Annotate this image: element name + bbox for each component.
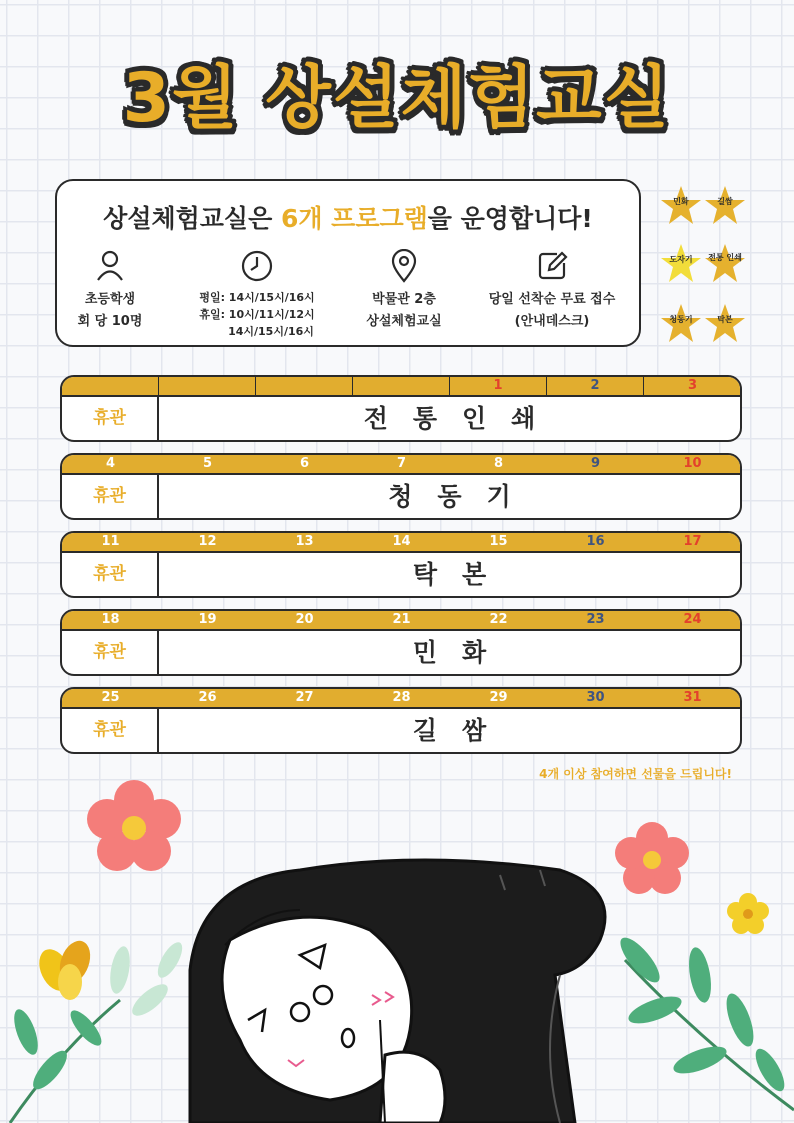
star-icon — [659, 242, 703, 286]
person-icon — [93, 249, 127, 283]
schedule-line-2: 휴일: 10시/11시/12시 — [199, 308, 315, 321]
schedule-line-1: 평일: 14시/15시/16시 — [199, 291, 315, 304]
day-cell: 29 — [489, 690, 508, 705]
week-header — [62, 533, 740, 553]
leaf-branch-left — [9, 939, 187, 1123]
day-cell: 31 — [683, 690, 702, 705]
program-name: 전 통 인 쇄 — [363, 404, 536, 433]
star-badge-bronze — [659, 302, 703, 346]
week-header — [62, 377, 740, 397]
illustration — [0, 770, 794, 1123]
program-name: 민 화 — [412, 638, 487, 667]
registration-line-1: 당일 선착순 무료 접수 — [488, 292, 616, 307]
info-item-location — [329, 249, 479, 333]
day-cell: 21 — [392, 612, 411, 627]
day-cell: 22 — [489, 612, 508, 627]
program-name: 길 쌈 — [412, 716, 487, 745]
calendar-week-1 — [60, 375, 742, 442]
star-badge-print — [703, 242, 747, 286]
day-cell: 5 — [202, 456, 213, 471]
info-box — [55, 179, 641, 347]
star-icon — [703, 242, 747, 286]
pink-flower-right — [615, 822, 689, 894]
day-cell: 25 — [101, 690, 120, 705]
day-cell: 26 — [198, 690, 217, 705]
star-icon — [703, 184, 747, 228]
yellow-flower-right — [727, 893, 769, 934]
day-cell: 19 — [198, 612, 217, 627]
closed-label: 휴관 — [62, 709, 159, 752]
day-cell: 23 — [586, 612, 605, 627]
day-cell: 24 — [683, 612, 702, 627]
closed-label: 휴관 — [62, 631, 159, 674]
registration-line-2: (안내데스크) — [514, 314, 590, 329]
day-cell: 4 — [105, 456, 116, 471]
calendar-week-3 — [60, 531, 742, 598]
leaf-branch-right — [614, 932, 794, 1110]
location-line-1: 박물관 2층 — [372, 292, 436, 307]
edit-note-icon — [535, 249, 569, 283]
star-label: 전통 인쇄 — [708, 253, 742, 262]
star-label: 청동기 — [669, 315, 693, 324]
info-item-registration — [477, 249, 627, 333]
star-badge-minhwa — [659, 184, 703, 228]
location-line-2: 상설체험교실 — [366, 314, 442, 329]
calendar-week-4 — [60, 609, 742, 676]
day-cell: 6 — [299, 456, 310, 471]
day-cell: 8 — [493, 456, 504, 471]
star-icon — [703, 302, 747, 346]
info-headline — [57, 199, 639, 235]
day-cell — [256, 377, 353, 395]
day-cell — [159, 377, 256, 395]
day-cell — [353, 377, 450, 395]
week-header — [62, 611, 740, 631]
day-cell: 16 — [586, 534, 605, 549]
day-cell — [62, 377, 159, 395]
day-cell: 28 — [392, 690, 411, 705]
day-cell: 30 — [586, 690, 605, 705]
calendar-week-5 — [60, 687, 742, 754]
calendar-week-2 — [60, 453, 742, 520]
star-label: 민화 — [673, 197, 689, 206]
star-label: 도자기 — [669, 255, 693, 264]
program-name: 청 동 기 — [388, 482, 511, 511]
headline-post: 을 운영합니다! — [427, 204, 593, 233]
day-cell: 13 — [295, 534, 314, 549]
location-pin-icon — [387, 249, 421, 283]
day-cell: 7 — [396, 456, 407, 471]
headline-highlight: 6개 프로그램 — [280, 204, 428, 233]
day-cell: 2 — [547, 377, 644, 395]
yellow-flower-left — [33, 937, 96, 1000]
day-cell: 3 — [687, 378, 698, 393]
closed-label: 휴관 — [62, 475, 159, 518]
day-cell: 15 — [489, 534, 508, 549]
page-title: 3월 상설체험교실 — [122, 59, 672, 138]
day-cell: 14 — [392, 534, 411, 549]
star-badge-takbon — [703, 302, 747, 346]
headline-pre: 상설체험교실은 — [103, 204, 281, 233]
star-badge-dojagi — [659, 242, 703, 286]
star-icon — [659, 302, 703, 346]
program-name: 탁 본 — [412, 560, 487, 589]
sleeping-character — [190, 860, 605, 1123]
day-cell: 12 — [198, 534, 217, 549]
star-label: 길쌈 — [717, 197, 733, 206]
star-badge-gilssam — [703, 184, 747, 228]
day-cell: 20 — [295, 612, 314, 627]
day-cell: 17 — [683, 534, 702, 549]
info-item-target — [35, 249, 185, 333]
pink-flower-left — [87, 780, 181, 871]
day-cell: 18 — [101, 612, 120, 627]
week-header — [62, 689, 740, 709]
week-header — [62, 455, 740, 475]
day-cell: 10 — [683, 456, 702, 471]
closed-label: 휴관 — [62, 553, 159, 596]
info-item-schedule — [182, 249, 332, 340]
schedule-line-3: 14시/15시/16시 — [228, 325, 314, 338]
gift-note: 4개 이상 참여하면 선물을 드립니다! — [539, 767, 732, 781]
star-label: 탁본 — [717, 315, 733, 324]
star-icon — [659, 184, 703, 228]
closed-label: 휴관 — [62, 397, 159, 440]
day-cell: 1 — [450, 377, 547, 395]
clock-icon — [240, 249, 274, 283]
target-line-2: 회 당 10명 — [77, 314, 143, 329]
day-cell: 27 — [295, 690, 314, 705]
day-cell: 11 — [101, 534, 120, 549]
day-cell: 9 — [590, 456, 601, 471]
target-line-1: 초등학생 — [84, 292, 136, 307]
